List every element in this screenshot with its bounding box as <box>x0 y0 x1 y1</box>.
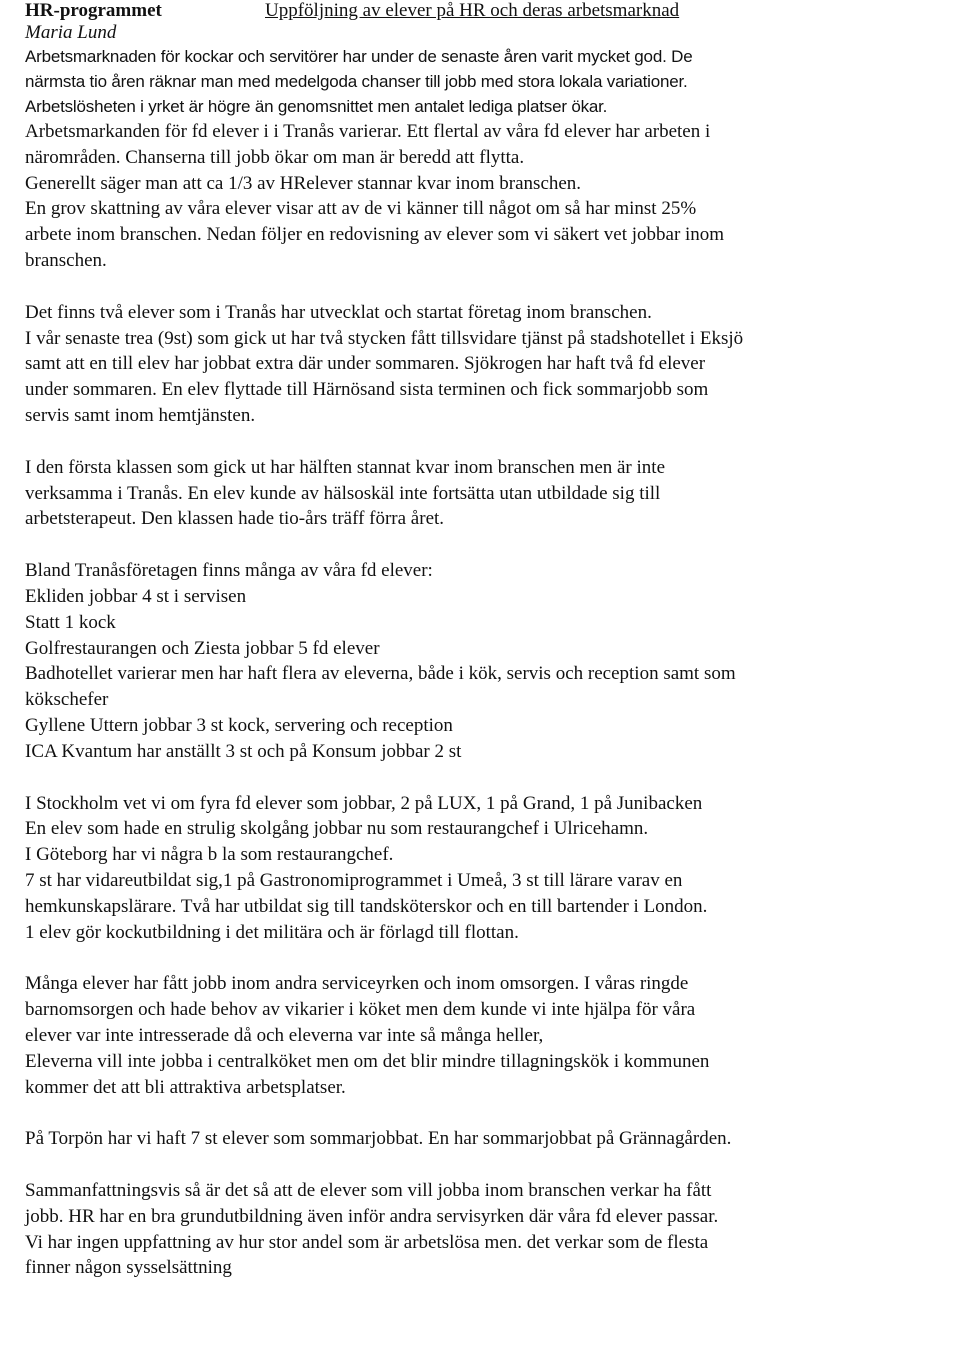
document-subtitle: Uppföljning av elever på HR och deras arbetsmarknad <box>265 0 680 21</box>
text-line: Många elever har fått jobb inom andra serviceyrken och inom omsorgen. I våras ringde <box>25 973 689 995</box>
text-line: Eleverna vill inte jobba i centralköket men om det blir mindre tillagningskök i kommunen <box>25 1050 710 1072</box>
spacer <box>25 945 945 971</box>
paragraph-other-cities <box>25 791 945 946</box>
text-line: Vi har ingen uppfattning av hur stor andel som är arbetslösa men. det verkar som de flesta <box>25 1231 709 1253</box>
text-line: hemkunskapslärare. Två har utbildat sig till tandsköterskor och en till bartender i London. <box>25 895 708 917</box>
text-line: 1 elev gör kockutbildning i det militära och är förlagd till flottan. <box>25 921 519 943</box>
text-line: Arbetsmarkanden för fd elever i i Tranås varierar. Ett flertal av våra fd elever har arbeten i <box>25 121 711 142</box>
paragraph-employers-list <box>25 558 945 764</box>
text-line: närmsta tio åren räknar man med medelgoda chanser till jobb med stora lokala variationer. <box>25 72 688 91</box>
paragraph-intro <box>25 44 945 119</box>
document-page <box>25 0 945 1281</box>
text-line: Det finns två elever som i Tranås har utvecklat och startat företag inom branschen. <box>25 301 652 323</box>
text-line: En elev som hade en strulig skolgång jobbar nu som restaurangchef i Ulricehamn. <box>25 818 649 840</box>
author-name: Maria Lund <box>25 22 117 43</box>
text-line: Bland Tranåsföretagen finns många av våra fd elever: <box>25 560 433 582</box>
text-line: 7 st har vidareutbildat sig,1 på Gastronomiprogrammet i Umeå, 3 st till lärare varav en <box>25 869 683 891</box>
text-line: branschen. <box>25 249 107 271</box>
text-line: kökschefer <box>25 689 109 711</box>
text-line: elever var inte intresserade då och eleverna var inte så många heller, <box>25 1024 544 1046</box>
text-line: Arbetslösheten i yrket är högre än genomsnittet men antalet lediga platser ökar. <box>25 97 608 116</box>
text-line: arbete inom branschen. Nedan följer en redovisning av elever som vi säkert vet jobbar inom <box>25 224 725 246</box>
text-line: En grov skattning av våra elever visar att av de vi känner till något om så har minst 25% <box>25 198 697 220</box>
spacer <box>25 1152 945 1178</box>
text-line: samt att en till elev har jobbat extra där under sommaren. Sjökrogen har haft två fd elever <box>25 353 706 375</box>
text-line: I Stockholm vet vi om fyra fd elever som jobbar, 2 på LUX, 1 på Grand, 1 på Junibacken <box>25 792 703 814</box>
text-line: arbetsterapeut. Den klassen hade tio-års träff förra året. <box>25 508 445 530</box>
text-line: Badhotellet varierar men har haft flera av eleverna, både i kök, servis och reception samt som <box>25 663 736 685</box>
text-line: På Torpön har vi haft 7 st elever som sommarjobbat. En har sommarjobbat på Grännagården. <box>25 1128 732 1150</box>
text-line: Arbetsmarknaden för kockar och servitörer har under de senaste åren varit mycket god. De <box>25 47 693 66</box>
text-line: I Göteborg har vi några b la som restaurangchef. <box>25 844 394 866</box>
document-title: HR-programmet <box>25 0 162 21</box>
paragraph-service-jobs <box>25 971 945 1100</box>
spacer <box>25 765 945 791</box>
paragraph-torpon <box>25 1126 945 1152</box>
text-line: Sammanfattningsvis så är det så att de elever som vill jobba inom branschen verkar ha fått <box>25 1180 712 1202</box>
spacer <box>25 274 945 300</box>
text-line: Golfrestaurangen och Ziesta jobbar 5 fd elever <box>25 637 380 659</box>
paragraph-local-market <box>25 119 945 274</box>
text-line: Generellt säger man att ca 1/3 av HRelever stannar kvar inom branschen. <box>25 172 582 194</box>
spacer <box>25 532 945 558</box>
text-line: jobb. HR har en bra grundutbildning även inför andra servisyrken där våra fd elever passar. <box>25 1205 719 1227</box>
text-line: I vår senaste trea (9st) som gick ut har två stycken fått tillsvidare tjänst på stadshotellet i Eksjö <box>25 327 744 349</box>
text-line: verksamma i Tranås. En elev kunde av hälsoskäl inte fortsätta utan utbildade sig till <box>25 482 661 504</box>
spacer <box>25 429 945 455</box>
text-line: Ekliden jobbar 4 st i servisen <box>25 585 247 607</box>
text-line: Gyllene Uttern jobbar 3 st kock, servering och reception <box>25 714 453 736</box>
paragraph-summary <box>25 1178 945 1281</box>
spacer <box>25 1100 945 1126</box>
document-header <box>25 0 945 26</box>
paragraph-companies <box>25 300 945 429</box>
text-line: ICA Kvantum har anställt 3 st och på Konsum jobbar 2 st <box>25 740 462 762</box>
text-line: närområden. Chanserna till jobb ökar om man är beredd att flytta. <box>25 146 525 168</box>
text-line: kommer det att bli attraktiva arbetsplatser. <box>25 1076 346 1098</box>
text-line: servis samt inom hemtjänsten. <box>25 404 256 426</box>
text-line: under sommaren. En elev flyttade till Härnösand sista terminen och fick sommarjobb som <box>25 379 709 401</box>
text-line: Statt 1 kock <box>25 611 116 633</box>
paragraph-first-class <box>25 455 945 532</box>
text-line: I den första klassen som gick ut har hälften stannat kvar inom branschen men är inte <box>25 456 665 478</box>
text-line: barnomsorgen och hade behov av vikarier i köket men dem kunde vi inte hjälpa för våra <box>25 999 696 1021</box>
text-line: finner någon sysselsättning <box>25 1257 232 1279</box>
